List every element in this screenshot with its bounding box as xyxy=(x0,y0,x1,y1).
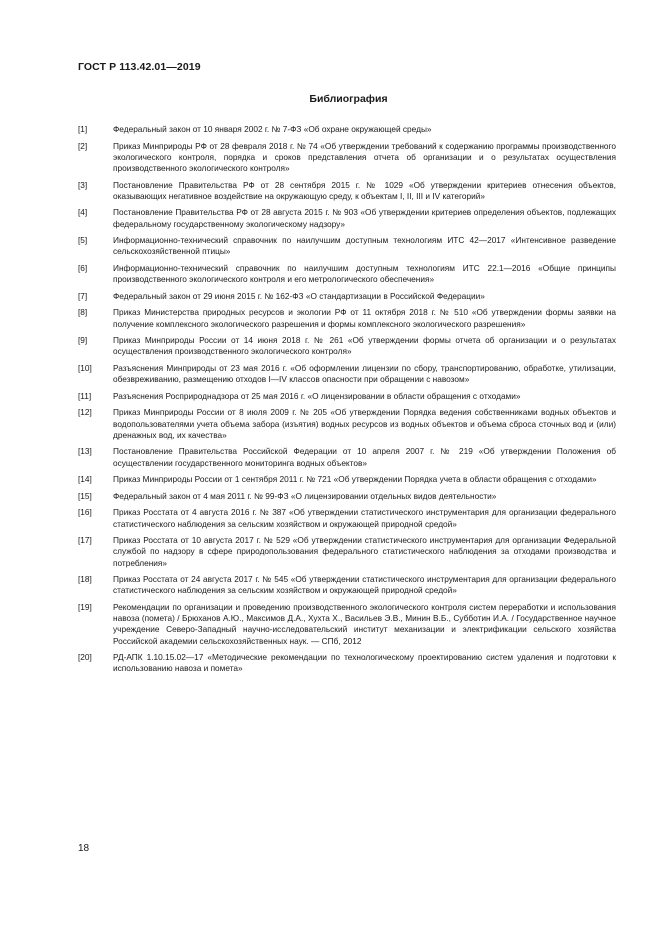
entry-text: Приказ Росстата от 10 августа 2017 г. № 529 «Об утверждении статистического инструментария для организации Федеральной службой по надзору в сфере природопользования федерального статистического наблюдения за отходами производства и потребления» xyxy=(113,535,616,568)
entry-text: Постановление Правительства РФ от 28 августа 2015 г. № 903 «Об утверждении критериев определения объектов, подлежащих федеральному государственному экологическому надзору» xyxy=(113,207,616,229)
bibliography-entry xyxy=(78,602,616,647)
entry-number: [7] xyxy=(78,290,88,301)
entry-number: [8] xyxy=(78,307,88,318)
entry-text: Разъяснения Росприроднадзора от 25 мая 2016 г. «О лицензировании в области обращения с отходами» xyxy=(113,390,521,401)
entry-number: [9] xyxy=(78,335,88,346)
section-title: Библиография xyxy=(309,93,388,105)
bibliography-entry xyxy=(78,363,616,385)
bibliography-entry xyxy=(78,180,616,202)
entry-text: Постановление Правительства Российской Федерации от 10 апреля 2007 г. № 219 «Об утверждении Положения об осуществлении государственного мониторинга водных объектов» xyxy=(113,446,616,468)
entry-text: Приказ Минприроды России от 14 июня 2018 г. № 261 «Об утверждении формы отчета об организации и о результатах осуществления производственного экологического контроля» xyxy=(113,335,616,357)
entry-number: [1] xyxy=(78,124,88,134)
entry-text: Постановление Правительства РФ от 28 сентября 2015 г. № 1029 «Об утверждении критериев отнесения объектов, оказывающих негативное воздействие на окружающую среду, к объектам I, II, III и IV категорий» xyxy=(113,179,616,201)
entry-text: Приказ Министерства природных ресурсов и экологии РФ от 11 октября 2018 г. № 510 «Об утверждении формы заявки на получение комплексного экологического разрешения и формы комплексного экологического разрешения» xyxy=(113,307,616,329)
bibliography-entry xyxy=(78,407,616,441)
bibliography-entry xyxy=(78,574,616,596)
entry-number: [18] xyxy=(78,574,92,585)
entry-number: [13] xyxy=(78,446,92,457)
entry-number: [17] xyxy=(78,535,92,546)
entry-number: [3] xyxy=(78,179,88,190)
entry-text: Информационно-технический справочник по наилучшим доступным технологиям ИТС 22.1—2016 «Общие принципы производственного экологического контроля и его метрологического обеспечения» xyxy=(113,262,616,285)
entry-number: [16] xyxy=(78,507,92,518)
entry-number: [2] xyxy=(78,140,88,151)
bibliography-entry xyxy=(78,391,616,402)
entry-number: [19] xyxy=(78,601,92,612)
bibliography-entry xyxy=(78,474,616,485)
entry-number: [6] xyxy=(78,262,88,273)
bibliography-list xyxy=(78,124,616,680)
bibliography-entry xyxy=(78,507,616,529)
entry-text: Приказ Минприроды России от 8 июля 2009 г. № 205 «Об утверждении Порядка ведения собственниками водных объектов и водопользователями учета объема забора (изъятия) водных ресурсов из водных объектов и объема сброса сточных вод и (или) дренажных вод, их качества» xyxy=(113,407,616,440)
bibliography-entry xyxy=(78,335,616,357)
bibliography-entry xyxy=(78,263,616,285)
entry-text: Федеральный закон от 10 января 2002 г. № 7-ФЗ «Об охране окружающей среды» xyxy=(113,124,432,134)
entry-number: [12] xyxy=(78,407,92,418)
bibliography-entry xyxy=(78,291,616,302)
bibliography-entry xyxy=(78,207,616,229)
bibliography-entry xyxy=(78,124,616,135)
entry-text: Рекомендации по организации и проведению производственного экологического контроля систем переработки и использования навоза (помета) / Брюханов А.Ю., Максимов Д.А., Хухта Х., Васильев Э.В., Минин В.Б., Субботин И.А. / Государственное научное учреждение Северо-Западный научно-исследовательский институт механизации и электрификации сельского хозяйства Российской академии сельскохозяйственных наук. — СПб, 2012 xyxy=(113,601,616,646)
entry-number: [4] xyxy=(78,207,88,218)
bibliography-entry xyxy=(78,652,616,674)
bibliography-entry xyxy=(78,235,616,257)
entry-text: Приказ Росстата от 24 августа 2017 г. № 545 «Об утверждении статистического инструментария для организации федерального статистического наблюдения за сельским хозяйством и окружающей природной средой» xyxy=(113,574,616,596)
entry-text: Федеральный закон от 4 мая 2011 г. № 99-ФЗ «О лицензировании отдельных видов деятельности» xyxy=(113,490,497,501)
entry-number: [11] xyxy=(78,390,92,401)
entry-number: [5] xyxy=(78,235,88,246)
entry-number: [14] xyxy=(78,474,92,485)
entry-number: [15] xyxy=(78,490,92,501)
entry-number: [10] xyxy=(78,362,92,373)
bibliography-entry xyxy=(78,307,616,329)
entry-text: Приказ Росстата от 4 августа 2016 г. № 387 «Об утверждении статистического инструментария для организации федерального статистического наблюдения за сельским хозяйством и окружающей природной средой» xyxy=(113,507,616,529)
entry-text: Приказ Минприроды России от 1 сентября 2011 г. № 721 «Об утверждении Порядка учета в области обращения с отходами» xyxy=(113,474,597,485)
entry-text: Приказ Минприроды РФ от 28 февраля 2018 г. № 74 «Об утверждении требований к содержанию программы производственного экологического контроля, порядка и сроков представления отчета об организации и о результатах осуществления производственного экологического контроля» xyxy=(113,140,616,173)
bibliography-entry xyxy=(78,446,616,468)
document-header: ГОСТ Р 113.42.01—2019 xyxy=(78,61,201,73)
bibliography-entry xyxy=(78,491,616,502)
entry-text: Федеральный закон от 29 июня 2015 г. № 162-ФЗ «О стандартизации в Российской Федерации» xyxy=(113,290,485,301)
entry-number: [20] xyxy=(78,652,92,663)
entry-text: Разъяснения Минприроды от 23 мая 2016 г. «Об оформлении лицензии по сбору, транспортированию, обработке, утилизации, обезвреживанию, размещению отходов I—IV классов опасности при обращении с навозом» xyxy=(113,362,616,385)
entry-text: РД-АПК 1.10.15.02—17 «Методические рекомендации по технологическому проектированию систем удаления и подготовки к использованию навоза и помета» xyxy=(113,652,616,674)
page-number: 18 xyxy=(78,843,90,854)
bibliography-entry xyxy=(78,535,616,569)
bibliography-entry xyxy=(78,141,616,175)
entry-text: Информационно-технический справочник по наилучшим доступным технологиям ИТС 42—2017 «Интенсивное разведение сельскохозяйственной птицы» xyxy=(113,235,616,257)
